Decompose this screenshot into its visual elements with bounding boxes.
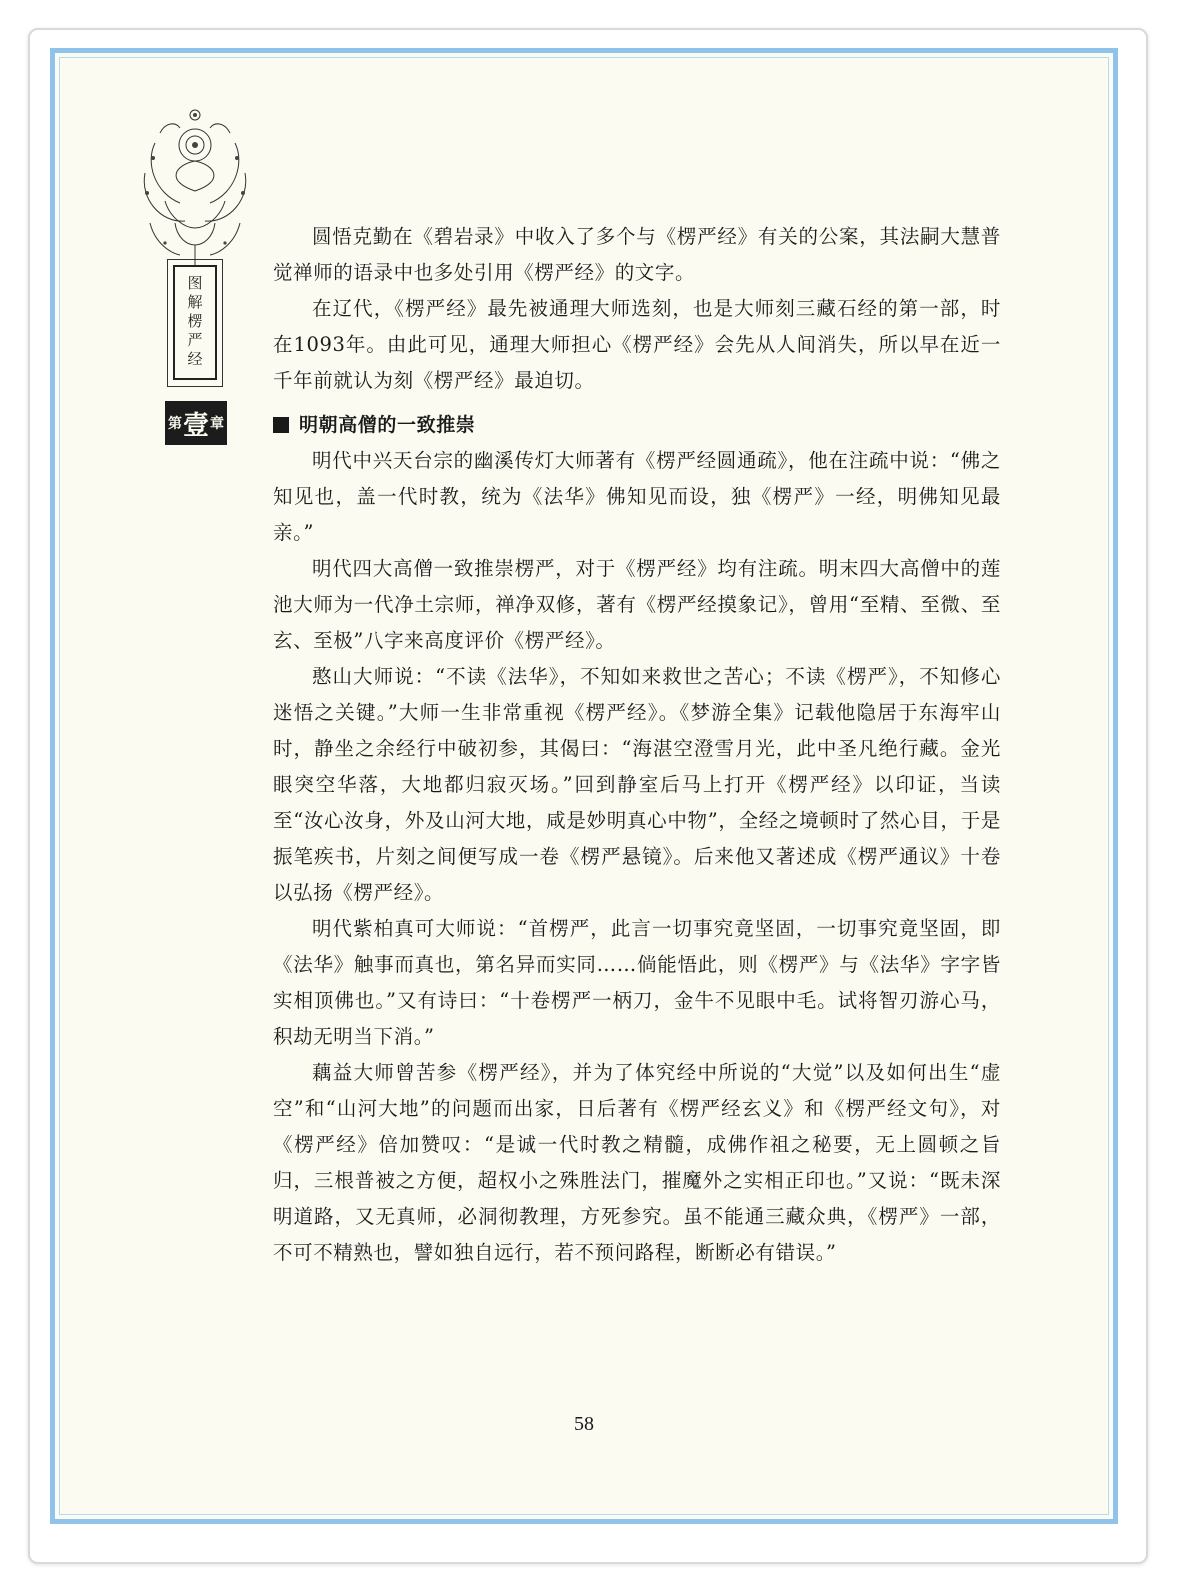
series-title-tab [173, 265, 217, 380]
paragraph: 明代四大高僧一致推崇楞严，对于《楞严经》均有注疏。明末四大高僧中的莲池大师为一代净土宗师，禅净双修，著有《楞严经摸象记》，曾用“至精、至微、至玄、至极”八字来高度评价《楞严经》。 [273, 557, 1001, 652]
heading-square-icon [273, 417, 289, 433]
page-number: 58 [574, 1413, 594, 1435]
section-heading-text: 明朝高僧的一致推崇 [299, 414, 476, 436]
chapter-badge [165, 401, 227, 445]
paragraph: 憨山大师说：“不读《法华》，不知如来救世之苦心；不读《楞严》，不知修心迷悟之关键。”大师一生非常重视《楞严经》。《梦游全集》记载他隐居于东海牢山时，静坐之余经行中破初参，其偈曰：“海湛空澄雪月光，此中圣凡绝行藏。金光眼突空华落，大地都归寂灭场。”回到静室后马上打开《楞严经》以印证，当读至“汝心汝身，外及山河大地，咸是妙明真心中物”，全经之境顿时了然心目，于是振笔疾书，片刻之间便写成一卷《楞严悬镜》。后来他又著述成《楞严通议》十卷以弘扬《楞严经》。 [273, 665, 1001, 904]
chapter-prefix: 第 [167, 416, 182, 432]
series-title: 图解楞严经 [185, 275, 204, 370]
lotus-buddha-ornament [135, 103, 255, 273]
chapter-suffix: 章 [210, 416, 224, 432]
paragraph: 明代中兴天台宗的幽溪传灯大师著有《楞严经圆通疏》，他在注疏中说：“佛之知见也，盖一代时教，统为《法华》佛知见而设，独《楞严》一经，明佛知见最亲。” [273, 449, 1001, 544]
section-heading [273, 407, 1001, 443]
chapter-number: 壹 [182, 410, 209, 441]
paragraph: 明代紫柏真可大师说：“首楞严，此言一切事究竟坚固，一切事究竟坚固，即《法华》触事而真也，第名异而实同……倘能悟此，则《楞严》与《法华》字字皆实相顶佛也。”又有诗曰：“十卷楞严一柄刀，金牛不见眼中毛。试将智刃游心马，积劫无明当下消。” [273, 917, 1001, 1048]
paragraph: 藕益大师曾苦参《楞严经》，并为了体究经中所说的“大觉”以及如何出生“虚空”和“山河大地”的问题而出家，日后著有《楞严经玄义》和《楞严经文句》，对《楞严经》倍加赞叹：“是诚一代时教之精髓，成佛作祖之秘要，无上圆顿之旨归，三根普被之方便，超权小之殊胜法门，摧魔外之实相正印也。”又说：“既未深明道路，又无真师，必洞彻教理，方死参究。虽不能通三藏众典，《楞严》一部，不可不精熟也，譬如独自远行，若不预问路程，断断必有错误。” [273, 1061, 1001, 1264]
paragraph: 圆悟克勤在《碧岩录》中收入了多个与《楞严经》有关的公案，其法嗣大慧普觉禅师的语录中也多处引用《楞严经》的文字。 [273, 225, 1001, 284]
body-text [273, 219, 1001, 1271]
paragraph: 在辽代，《楞严经》最先被通理大师选刻，也是大师刻三藏石经的第一部，时在1093年。由此可见，通理大师担心《楞严经》会先从人间消失，所以早在近一千年前就认为刻《楞严经》最迫切。 [273, 297, 1001, 392]
book-page [50, 48, 1118, 1524]
